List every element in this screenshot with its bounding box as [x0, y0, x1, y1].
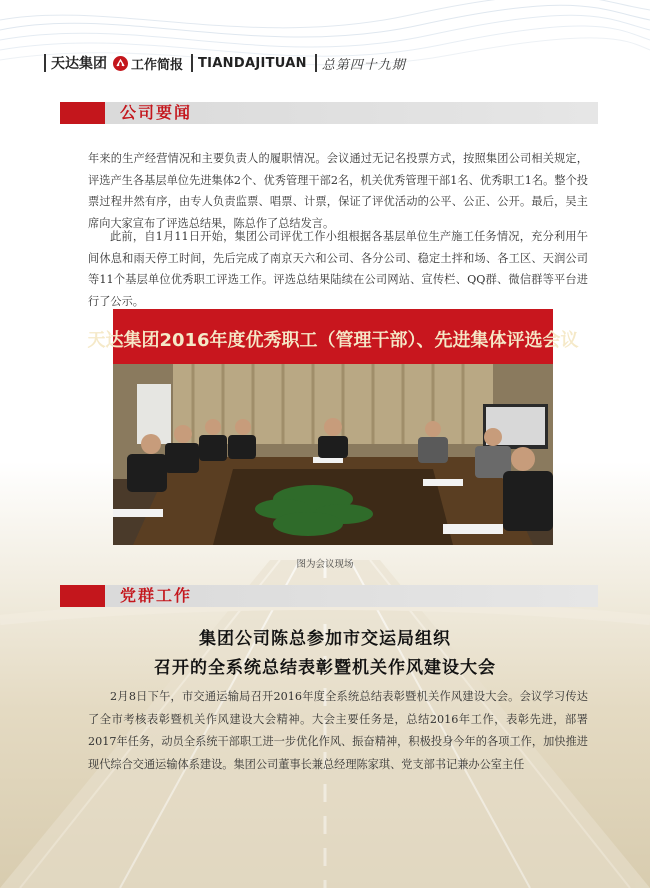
- header-divider: [44, 54, 46, 72]
- article-title-line-2: 召开的全系统总结表彰暨机关作风建设大会: [154, 658, 496, 678]
- article-paragraph: 2月8日下午，市交通运输局召开2016年度全系统总结表彰暨机关作风建设大会。会议学习传达了全市考核表彰暨机关作风建设大会精神。大会主要任务是，总结2016年工作，表彰先进，部署2017年任务，动员全系统干部职工进一步优化作风、振奋精神，积极投身今年的各项工作，加快推进现代综合交通运输体系建设。集团公司董事长兼总经理陈家琪、党支部书记兼办公室主任: [88, 690, 588, 771]
- photo-caption: 图为会议现场: [296, 559, 354, 570]
- header-divider: [315, 54, 317, 72]
- section-title: 公司要闻: [120, 103, 193, 122]
- photo-banner-text: 天达集团2016年度优秀职工（管理干部）、先进集体评选会议: [87, 330, 579, 351]
- header-issue-number: 总第四十九期: [321, 57, 406, 73]
- publication-header: [44, 52, 406, 74]
- header-publication-name: 工作简报: [131, 57, 184, 73]
- section-marker: [60, 585, 105, 607]
- article-title-line-1: 集团公司陈总参加市交运局组织: [199, 629, 451, 649]
- header-pinyin: TIANDAJITUAN: [198, 55, 307, 71]
- article-paragraph: 年来的生产经营情况和主要负责人的履职情况。会议通过无记名投票方式，按照集团公司相关规定，评选产生各基层单位先进集体2个、优秀管理干部2名，机关优秀管理干部1名、优秀职工1名。整个投票过程井然有序，由专人负责监票、唱票、计票，保证了评优活动的公平、公正、公开。最后，吴主席向大家宣布了评选总结果，陈总作了总结发言。: [88, 152, 588, 230]
- section-title: 党群工作: [120, 586, 193, 605]
- section-marker: [60, 102, 105, 124]
- header-company-name: 天达集团: [51, 56, 107, 72]
- meeting-photo: [87, 309, 579, 545]
- header-wave-decoration: [0, 0, 650, 90]
- article-paragraph: 此前，自1月11日开始，集团公司评优工作小组根据各基层单位生产施工任务情况，充分利用午间休息和雨天停工时间，先后完成了南京天六和公司、各分公司、稳定土拌和场、各工区、天润公司等11个基层单位优秀职工评选工作。评选总结果陆续在公司网站、宣传栏、QQ群、微信群等平台进行了公示。: [88, 230, 588, 308]
- section-heading-party-work: [60, 585, 598, 607]
- company-logo-icon: [113, 56, 128, 71]
- header-divider: [191, 54, 193, 72]
- section-heading-company-news: [60, 102, 598, 124]
